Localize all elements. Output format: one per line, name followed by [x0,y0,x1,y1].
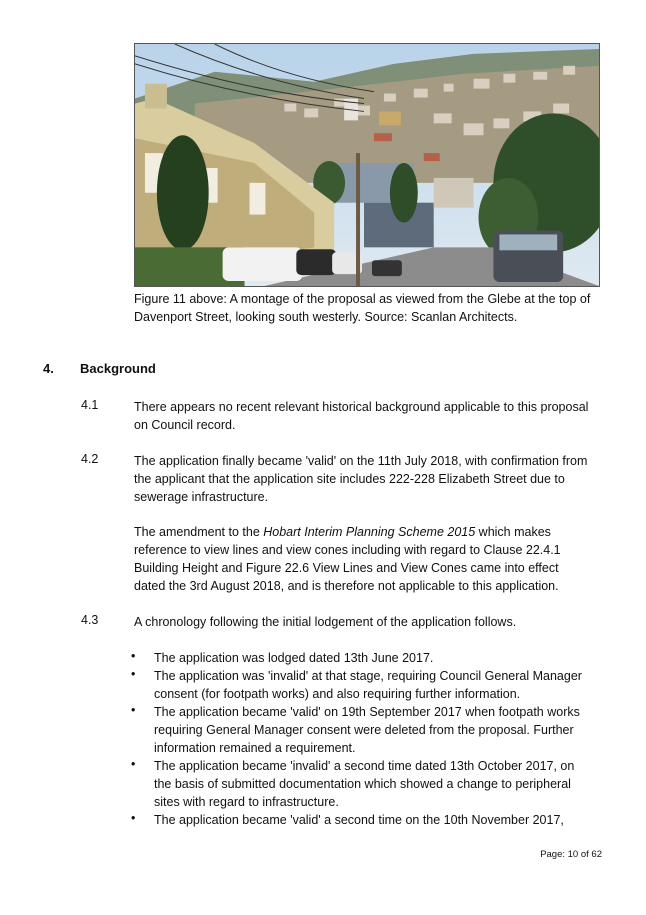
text-line: dated the 3rd August 2018, and is therefore not applicable to this application. [134,579,559,593]
text-line: The application was 'invalid' at that stage, requiring Council General Manager [154,669,582,683]
figure-photo [134,43,600,287]
text-line: information remained a requirement. [154,741,356,755]
bullet-marker: • [131,703,136,717]
text-line [134,523,604,541]
item-paragraph [134,613,604,631]
text-line: the applicant that the application site includes 222-228 Elizabeth Street due to [134,472,565,486]
section-number: 4. [43,361,54,376]
list-item [154,703,604,757]
item-number: 4.2 [81,452,99,466]
figure-caption [134,290,604,326]
text-line: reference to view lines and view cones including with regard to Clause 22.4.1 [134,543,561,557]
section-title: Background [80,361,156,376]
page-number: Page: 10 of 62 [540,849,602,860]
list-item [154,649,604,667]
text-line: consent (for footpath works) and also requiring further information. [154,687,521,701]
item-paragraph [134,398,604,434]
bullet-marker: • [131,757,136,771]
text-line: The application was lodged dated 13th June 2017. [154,651,434,665]
item-paragraph [134,452,604,506]
list-item [154,811,604,829]
text-line: requiring General Manager consent were deleted from the proposal. Further [154,723,574,737]
bullet-marker: • [131,667,136,681]
text-line: The application became 'invalid' a second time dated 13th October 2017, on [154,759,575,773]
text-line: the basis of submitted documentation which showed a change to peripheral [154,777,571,791]
bullet-marker: • [131,811,136,825]
text-line: There appears no recent relevant historical background applicable to this proposal [134,400,589,414]
list-item [154,757,604,811]
text-line: The application finally became 'valid' on the 11th July 2018, with confirmation from [134,454,588,468]
text-line: sewerage infrastructure. [134,490,269,504]
item-paragraph-2 [134,523,604,595]
bullet-marker: • [131,649,136,663]
text-line: sites with regard to infrastructure. [154,795,339,809]
text-line: The application became 'valid' on 19th September 2017 when footpath works [154,705,580,719]
text-run: The amendment to the [134,525,264,539]
scheme-title: Hobart Interim Planning Scheme 2015 [263,525,476,539]
list-item [154,667,604,703]
text-line: The application became 'valid' a second time on the 10th November 2017, [154,813,564,827]
caption-line: Figure 11 above: A montage of the proposal as viewed from the Glebe at the top of [134,292,591,306]
item-number: 4.3 [81,613,99,627]
item-number: 4.1 [81,398,99,412]
text-line: Building Height and Figure 22.6 View Lines and View Cones came into effect [134,561,559,575]
text-line: on Council record. [134,418,236,432]
text-line: A chronology following the initial lodgement of the application follows. [134,615,517,629]
street-view-image [135,44,599,286]
text-run: which makes [475,525,551,539]
caption-line: Davenport Street, looking south westerly. Source: Scanlan Architects. [134,310,518,324]
